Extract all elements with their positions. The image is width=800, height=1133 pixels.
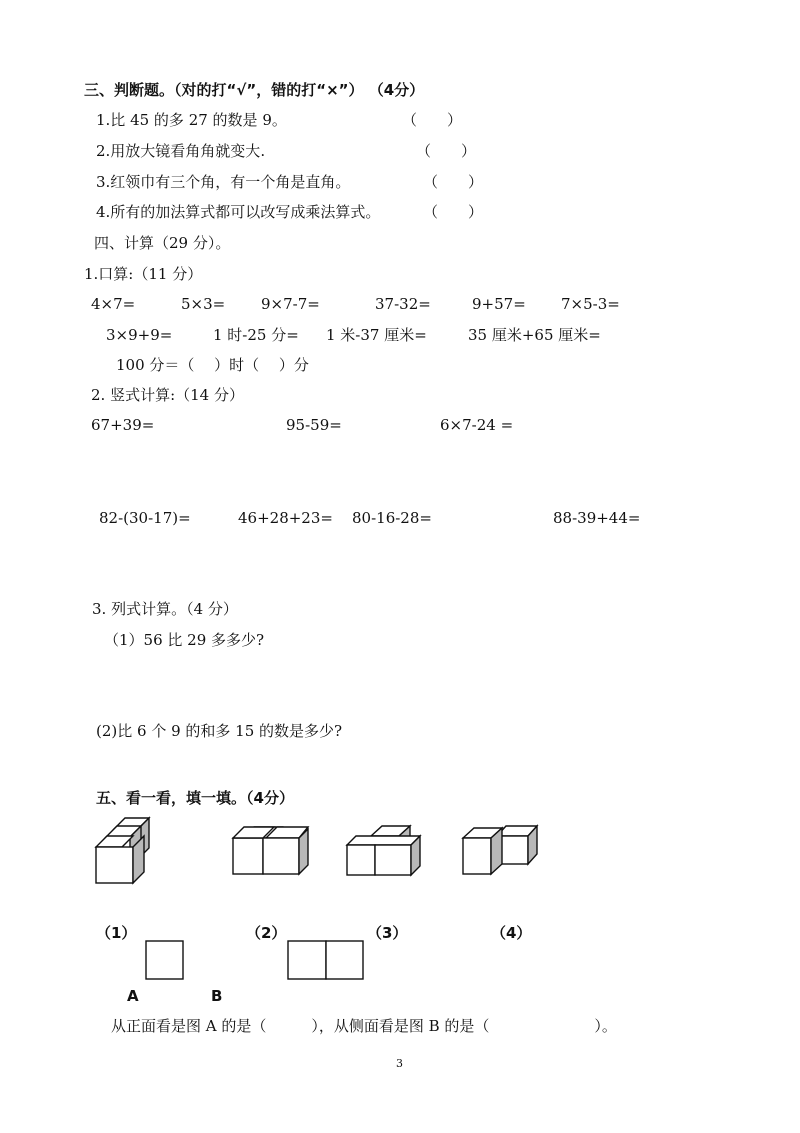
oral-expr: 1 时-25 分= — [213, 326, 299, 344]
view-a-square — [146, 941, 183, 979]
oral-expr: 3×9+9= — [106, 326, 173, 344]
oral-expr: 5×3= — [181, 295, 226, 313]
vertical-expr: 46+28+23= — [238, 509, 333, 527]
figure-label-2: （2） — [246, 924, 287, 942]
oral-expr: 37-32= — [375, 295, 431, 313]
oral-expr: 4×7= — [91, 295, 136, 313]
cube-figure-4 — [463, 826, 537, 874]
judge-item-3: 3.红领巾有三个角，有一个角是直角。 — [96, 173, 351, 191]
judge-item-2: 2.用放大镜看角角就变大. — [96, 142, 266, 160]
oral-expr: 1 米-37 厘米= — [326, 326, 427, 344]
judge-item-1: 1.比 45 的多 27 的数是 9。 — [96, 111, 287, 129]
figure-label-1: （1） — [96, 924, 137, 942]
cube-figure-3 — [347, 826, 420, 875]
section5-title: 五、看一看，填一填。（4分） — [96, 789, 294, 807]
cube-figure-1 — [96, 818, 149, 883]
written-question-2: (2)比 6 个 9 的和多 15 的数是多少? — [96, 722, 343, 740]
section3-title: 三、判断题。（对的打“√”，错的打“×”） （4分） — [84, 81, 425, 99]
vertical-expr: 82-(30-17)= — [99, 509, 191, 527]
vertical-title: 2. 竖式计算:（14 分） — [91, 386, 244, 404]
section4-title: 四、计算（29 分）。 — [94, 234, 231, 252]
judge-blank-4[interactable]: （ ） — [423, 203, 484, 221]
section5-question: 从正面看是图 A 的是（ ），从侧面看是图 B 的是（ ）。 — [111, 1017, 617, 1035]
judge-item-4: 4.所有的加法算式都可以改写成乘法算式。 — [96, 203, 381, 221]
vertical-expr: 95-59= — [286, 416, 342, 434]
oral-title: 1.口算:（11 分） — [84, 265, 203, 283]
oral-expr: 35 厘米+65 厘米= — [468, 326, 601, 344]
judge-blank-1[interactable]: （ ） — [402, 111, 463, 129]
view-b-square-right — [326, 941, 363, 979]
view-b-square-left — [288, 941, 326, 979]
vertical-expr: 88-39+44= — [553, 509, 641, 527]
judge-blank-3[interactable]: （ ） — [423, 173, 484, 191]
oral-time-conversion: 100 分＝（ ）时（ ）分 — [116, 356, 309, 374]
figure-label-4: （4） — [491, 924, 532, 942]
view-a-label: A — [127, 987, 139, 1005]
judge-blank-2[interactable]: （ ） — [416, 142, 477, 160]
oral-expr: 9+57= — [472, 295, 526, 313]
view-b-label: B — [211, 987, 223, 1005]
cube-figure-2 — [233, 827, 308, 874]
oral-expr: 7×5-3= — [561, 295, 620, 313]
oral-expr: 9×7-7= — [261, 295, 320, 313]
vertical-expr: 6×7-24 = — [440, 416, 514, 434]
vertical-expr: 67+39= — [91, 416, 155, 434]
figure-label-3: （3） — [367, 924, 408, 942]
written-question-1: （1）56 比 29 多多少? — [104, 631, 265, 649]
written-title: 3. 列式计算。（4 分） — [92, 600, 238, 618]
vertical-expr: 80-16-28= — [352, 509, 432, 527]
page-number: 3 — [396, 1057, 403, 1070]
